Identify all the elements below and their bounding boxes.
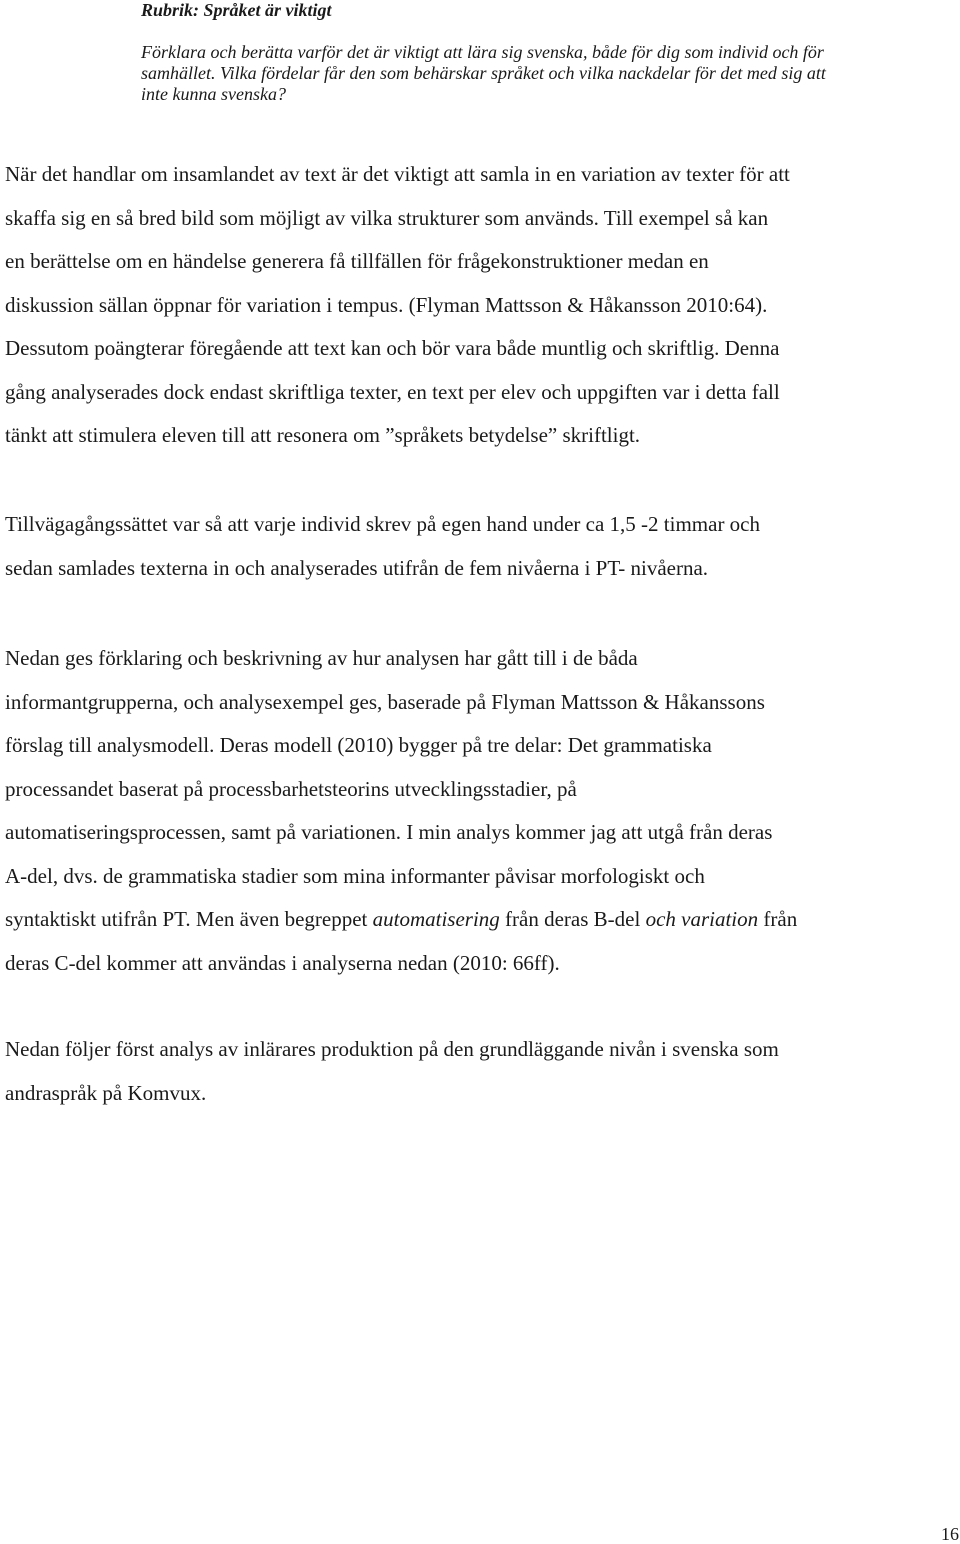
- text-run: från: [758, 907, 798, 931]
- paragraph-analysis-model: [5, 637, 960, 985]
- rubric-title: Rubrik: Språket är viktigt: [141, 0, 332, 20]
- text-line: Nedan ges förklaring och beskrivning av hur analysen har gått till i de båda: [5, 646, 638, 670]
- text-run: från deras B-del: [499, 907, 646, 931]
- text-line: en berättelse om en händelse generera få tillfällen för frågekonstruktioner medan en: [5, 249, 709, 273]
- page-number: 16: [941, 1524, 959, 1544]
- emphasis-automatisering: automatisering: [372, 907, 500, 931]
- paragraph-following-analysis: [5, 1028, 960, 1115]
- rubric-line: inte kunna svenska?: [141, 84, 286, 104]
- text-line: skaffa sig en så bred bild som möjligt av vilka strukturer som används. Till exempel så kan: [5, 205, 769, 230]
- text-line: andraspråk på Komvux.: [5, 1080, 207, 1105]
- text-line: Nedan följer först analys av inlärares produktion på den grundläggande nivån i svenska som: [5, 1037, 779, 1061]
- paragraph-procedure: [5, 503, 960, 590]
- text-line: gång analyserades dock endast skriftliga texter, en text per elev och uppgiften var i detta fall: [5, 379, 780, 404]
- rubric-line: Förklara och berätta varför det är viktigt att lära sig svenska, både för dig som individ och för: [141, 42, 824, 62]
- text-line: sedan samlades texterna in och analyserades utifrån de fem nivåerna i PT- nivåerna.: [5, 555, 709, 580]
- emphasis-och-variation: och variation: [645, 907, 759, 931]
- text-line: processandet baserat på processbarhetsteorins utvecklingsstadier, på: [5, 776, 577, 801]
- text-line: deras C-del kommer att användas i analyserna nedan (2010: 66ff).: [5, 950, 560, 975]
- rubric-question: [141, 42, 941, 105]
- text-line: [5, 898, 960, 942]
- text-line: automatiseringsprocessen, samt på variationen. I min analys kommer jag att utgå från deras: [5, 820, 773, 844]
- text-line: När det handlar om insamlandet av text är det viktigt att samla in en variation av texter för att: [5, 162, 790, 186]
- text-line: Tillvägagångssättet var så att varje individ skrev på egen hand under ca 1,5 -2 timmar och: [5, 512, 761, 536]
- text-line: A-del, dvs. de grammatiska stadier som mina informanter påvisar morfologiskt och: [5, 863, 705, 888]
- text-line: diskussion sällan öppnar för variation i tempus. (Flyman Mattsson & Håkansson 2010:64).: [5, 292, 768, 317]
- rubric-line: samhället. Vilka fördelar får den som behärskar språket och vilka nackdelar för det med sig att: [141, 63, 826, 83]
- text-line: Dessutom poängterar föregående att text kan och bör vara både muntlig och skriftlig. Denna: [5, 336, 780, 360]
- text-run: syntaktiskt utifrån PT. Men även begreppet: [5, 907, 373, 931]
- text-line: informantgrupperna, och analysexempel ges, baserade på Flyman Mattsson & Håkanssons: [5, 689, 765, 714]
- paragraph-text-collection: [5, 153, 960, 458]
- text-line: förslag till analysmodell. Deras modell (2010) bygger på tre delar: Det grammatiska: [5, 733, 712, 757]
- text-line: tänkt att stimulera eleven till att resonera om ”språkets betydelse” skriftligt.: [5, 423, 641, 447]
